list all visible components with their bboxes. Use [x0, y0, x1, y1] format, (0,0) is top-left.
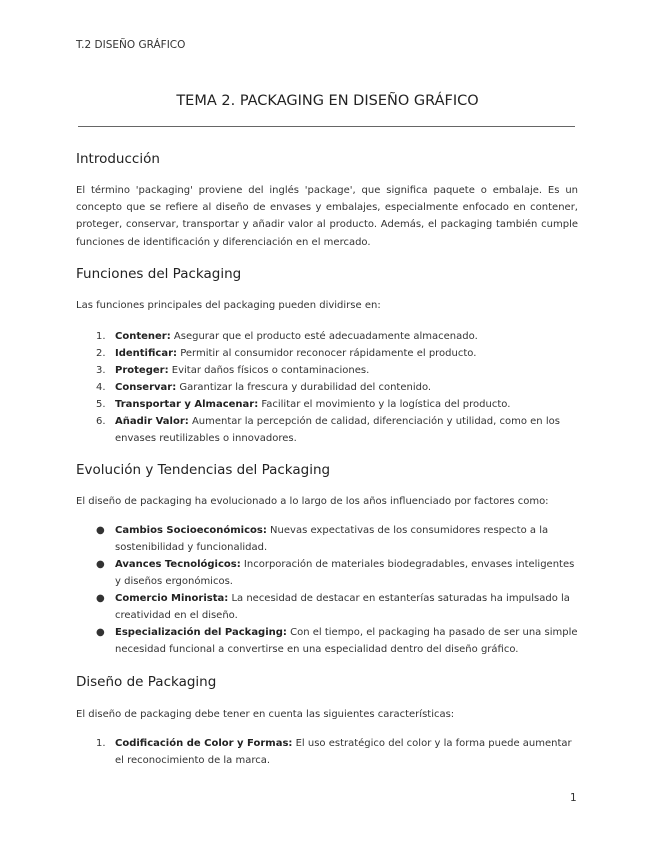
list-item-term: Contener:	[115, 331, 171, 342]
list-item-text: Aumentar la percepción de calidad, diferenciación y utilidad, como en los envases reutilizables o innovadores.	[115, 416, 560, 444]
list-item	[76, 396, 578, 413]
list-number: 1.	[96, 331, 106, 342]
list-item-text: Facilitar el movimiento y la logística del producto.	[258, 399, 511, 410]
list-item-term: Identificar:	[115, 348, 178, 359]
list-number: 1.	[96, 738, 106, 749]
list-number: 6.	[96, 416, 106, 427]
list-item	[76, 379, 578, 396]
funciones-list	[76, 328, 578, 447]
list-item	[76, 624, 578, 658]
list-item-text: Con el tiempo, el packaging ha pasado de ser una simple necesidad funcional a convertirse en una especialidad dentro del diseño gráfico.	[115, 627, 578, 655]
list-item-text: El uso estratégico del color y la forma puede aumentar el reconocimiento de la marca.	[115, 738, 572, 766]
list-item-text: Asegurar que el producto esté adecuadamente almacenado.	[170, 331, 478, 342]
diseno-lead: El diseño de packaging debe tener en cuenta las siguientes características:	[76, 709, 455, 720]
list-item-term: Conservar:	[115, 382, 177, 393]
bullet-icon: ●	[96, 627, 105, 638]
bullet-icon: ●	[96, 559, 105, 570]
list-item-text: Incorporación de materiales biodegradables, envases inteligentes y diseños ergonómicos.	[115, 559, 575, 587]
evolucion-lead: El diseño de packaging ha evolucionado a lo largo de los años influenciado por factores como:	[76, 496, 549, 507]
list-item	[76, 362, 578, 379]
list-item-term: Cambios Socioeconómicos:	[115, 525, 267, 536]
list-item	[76, 556, 578, 590]
list-item-text: Evitar daños físicos o contaminaciones.	[168, 365, 370, 376]
list-item-term: Especialización del Packaging:	[115, 627, 287, 638]
bullet-icon: ●	[96, 593, 105, 604]
heading-introduccion: Introducción	[76, 151, 160, 167]
list-item	[76, 590, 578, 624]
list-item-term: Comercio Minorista:	[115, 593, 229, 604]
list-item-term: Avances Tecnológicos:	[115, 559, 241, 570]
list-item	[76, 522, 578, 556]
list-item	[76, 345, 578, 362]
list-item-term: Transportar y Almacenar:	[115, 399, 259, 410]
list-number: 4.	[96, 382, 106, 393]
running-header: T.2 DISEÑO GRÁFICO	[76, 39, 186, 51]
list-item-term: Añadir Valor:	[115, 416, 189, 427]
list-number: 2.	[96, 348, 106, 359]
page-title: TEMA 2. PACKAGING EN DISEÑO GRÁFICO	[176, 93, 479, 109]
funciones-lead: Las funciones principales del packaging pueden dividirse en:	[76, 300, 381, 311]
bullet-icon: ●	[96, 525, 105, 536]
list-item	[76, 735, 578, 769]
list-item	[76, 413, 578, 447]
heading-funciones: Funciones del Packaging	[76, 266, 242, 282]
diseno-list	[76, 735, 578, 769]
list-item	[76, 328, 578, 345]
list-item-text: Permitir al consumidor reconocer rápidamente el producto.	[177, 348, 477, 359]
list-number: 3.	[96, 365, 106, 376]
list-item-text: La necesidad de destacar en estanterías saturadas ha impulsado la creatividad en el diseño.	[115, 593, 570, 621]
intro-paragraph: El término 'packaging' proviene del inglés 'package', que significa paquete o embalaje. Es un concepto que se refiere al diseño de envases y embalajes, especialmente enfocado en contener, proteger, conservar, transportar y añadir valor al producto. Además, el packaging también cumple funciones de identificación y diferenciación en el mercado.	[76, 185, 578, 248]
evolucion-list	[76, 522, 578, 658]
title-divider	[78, 126, 575, 127]
list-item-term: Codificación de Color y Formas:	[115, 738, 293, 749]
list-item-term: Proteger:	[115, 365, 169, 376]
heading-diseno: Diseño de Packaging	[76, 674, 217, 690]
page-number: 1	[570, 792, 577, 804]
heading-evolucion: Evolución y Tendencias del Packaging	[76, 462, 331, 478]
list-number: 5.	[96, 399, 106, 410]
list-item-text: Nuevas expectativas de los consumidores respecto a la sostenibilidad y funcionalidad.	[115, 525, 549, 553]
list-item-text: Garantizar la frescura y durabilidad del contenido.	[176, 382, 432, 393]
